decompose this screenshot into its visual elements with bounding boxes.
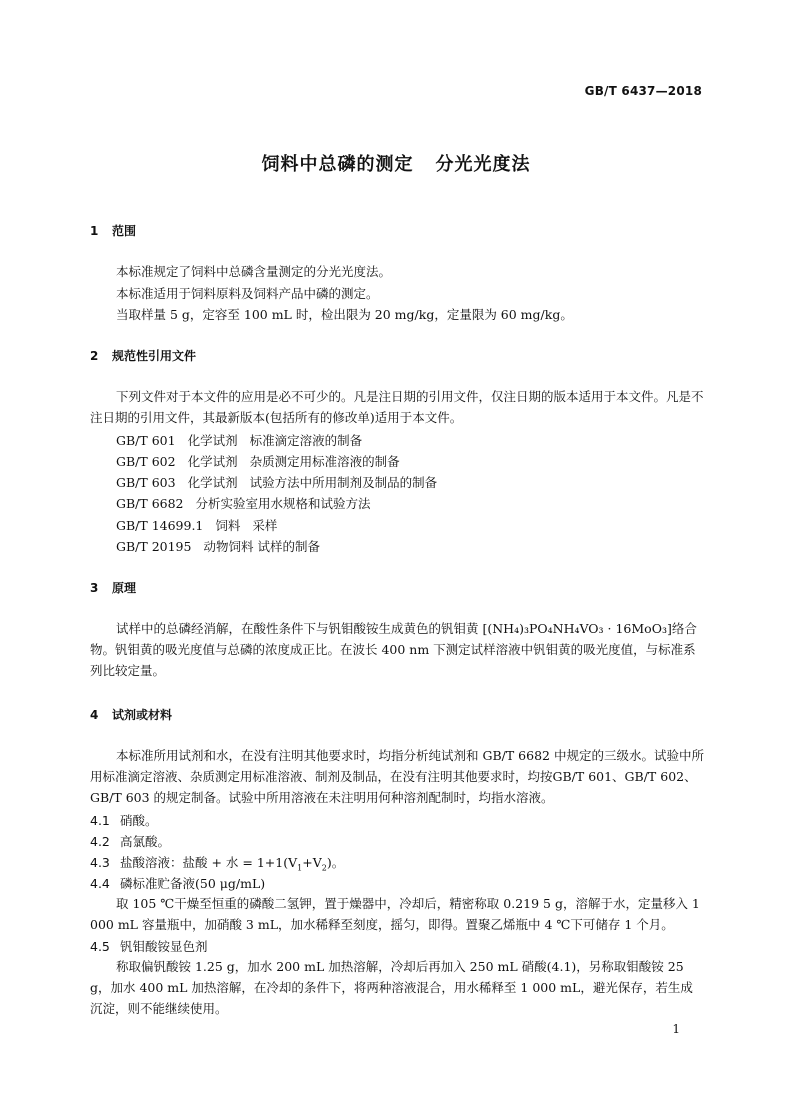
reference-item: GB/T 20195 动物饲料 试样的制备 <box>116 539 320 554</box>
document-title <box>0 150 792 176</box>
principle-text: 试样中的总磷经消解，在酸性条件下与钒钼酸铵生成黄色的钒钼黄 [(NH₄)₃PO₄NH₄VO₃ · 16MoO₃]络合物。钒钼黄的吸光度值与总磷的浓度成正比。在波长 400 nm 下测定试样溶液中钒钼黄的吸光度值，与标准系列比较定量。 <box>90 621 697 678</box>
section-title: 原理 <box>112 581 137 595</box>
section-title: 范围 <box>112 224 137 238</box>
clause-4-3: 4.3 盐酸溶液：盐酸 + 水 = $1+1(V_1+V_2)$。 <box>90 855 345 873</box>
page-number: 1 <box>672 1022 680 1036</box>
section-number: 1 <box>90 224 99 238</box>
scope-line-3: 当取样量 5 g，定容至 100 mL 时，检出限为 20 mg/kg，定量限为 60 mg/kg。 <box>116 307 573 322</box>
section-2-heading <box>90 347 196 364</box>
reference-item: GB/T 14699.1 饲料 采样 <box>116 518 278 533</box>
section-1-heading <box>90 222 136 239</box>
clause-4-5: 4.5 钒钼酸铵显色剂 <box>90 939 208 954</box>
reference-item: GB/T 601 化学试剂 标准滴定溶液的制备 <box>116 433 363 448</box>
clause-4-4-body: 取 105 ℃干燥至恒重的磷酸二氢钾，置于燥器中，冷却后，精密称取 0.219 5 g，溶解于水，定量移入 1 000 mL 容量瓶中，加硝酸 3 mL，加水稀释至刻度，摇匀，即得。置聚乙烯瓶中 4 ℃下可储存 1 个月。 <box>90 896 700 932</box>
section-3-heading <box>90 579 136 596</box>
section-4-heading <box>90 706 172 723</box>
title-part-2: 分光光度法 <box>435 154 531 175</box>
scope-line-1: 本标准规定了饲料中总磷含量测定的分光光度法。 <box>116 264 392 279</box>
references-intro: 下列文件对于本文件的应用是必不可少的。凡是注日期的引用文件，仅注日期的版本适用于本文件。凡是不注日期的引用文件，其最新版本(包括所有的修改单)适用于本文件。 <box>90 389 704 425</box>
scope-line-2: 本标准适用于饲料原料及饲料产品中磷的测定。 <box>116 286 379 301</box>
clause-4-5-body: 称取偏钒酸铵 1.25 g，加水 200 mL 加热溶解，冷却后再加入 250 mL 硝酸(4.1)，另称取钼酸铵 25 g，加水 400 mL 加热溶解，在冷却的条件下，将两种溶液混合，用水稀释至 1 000 mL，避光保存，若生成沉淀，则不能继续使用。 <box>90 959 693 1016</box>
section-title: 试剂或材料 <box>112 708 173 722</box>
reference-item: GB/T 602 化学试剂 杂质测定用标准溶液的制备 <box>116 454 400 469</box>
section-number: 3 <box>90 581 99 595</box>
section-title: 规范性引用文件 <box>112 349 197 363</box>
title-part-1: 饲料中总磷的测定 <box>261 154 414 175</box>
clause-4-2: 4.2 高氯酸。 <box>90 834 171 849</box>
reference-item: GB/T 603 化学试剂 试验方法中所用制剂及制品的制备 <box>116 475 438 490</box>
clause-4-1: 4.1 硝酸。 <box>90 813 158 828</box>
reference-item: GB/T 6682 分析实验室用水规格和试验方法 <box>116 496 371 511</box>
reagents-intro: 本标准所用试剂和水，在没有注明其他要求时，均指分析纯试剂和 GB/T 6682 中规定的三级水。试验中所用标准滴定溶液、杂质测定用标准溶液、制剂及制品，在没有注明其他要求时，均按GB/T 601、GB/T 602、GB/T 603 的规定制备。试验中所用溶液在未注明用何种溶剂配制时，均指水溶液。 <box>90 748 704 805</box>
clause-4-4: 4.4 磷标准贮备液(50 μg/mL) <box>90 876 266 891</box>
standard-code: GB/T 6437—2018 <box>584 84 702 98</box>
section-number: 4 <box>90 708 99 722</box>
section-number: 2 <box>90 349 99 363</box>
